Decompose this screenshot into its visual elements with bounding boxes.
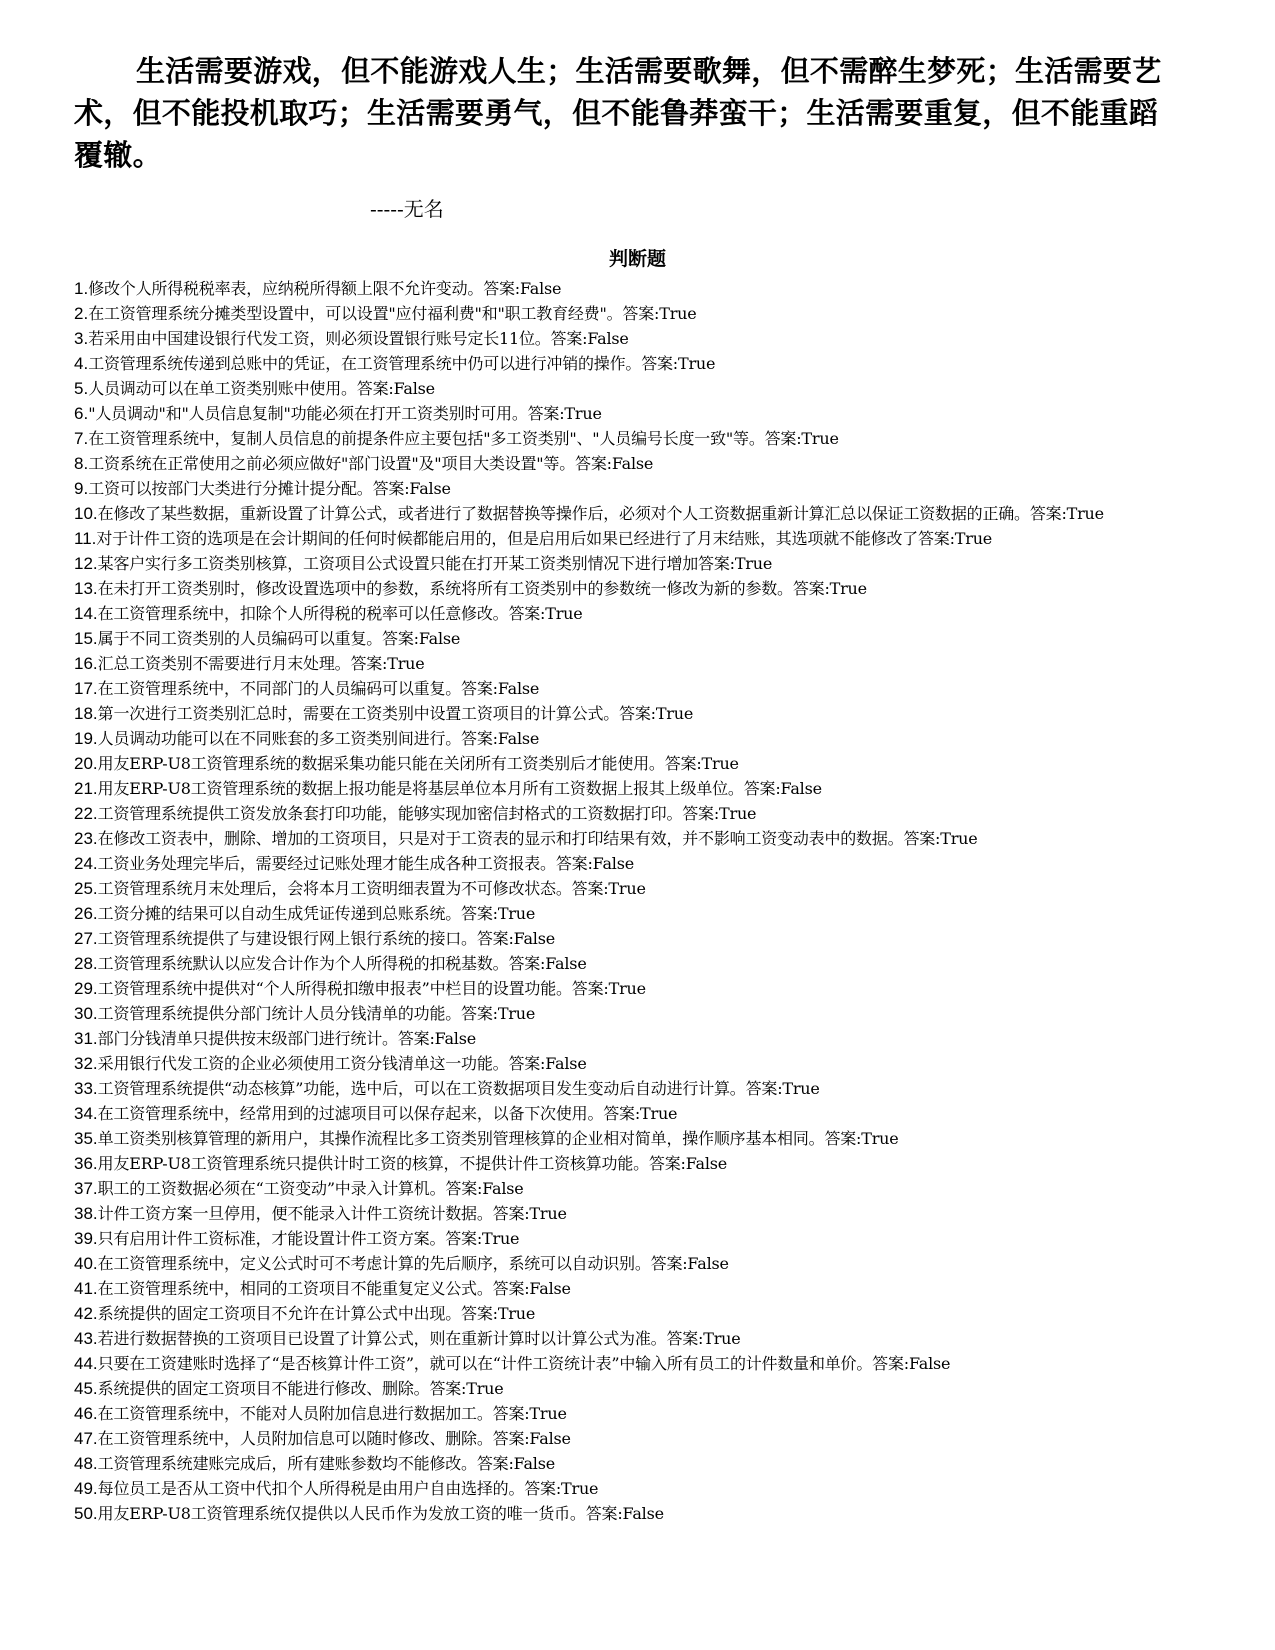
- question-number: 49.: [74, 1479, 98, 1498]
- question-number: 40.: [74, 1254, 98, 1273]
- question-text: 人员调动可以在单工资类别账中使用。答案:False: [88, 379, 435, 398]
- question-text: 在修改了某些数据，重新设置了计算公式，或者进行了数据替换等操作后，必须对个人工资数据重新计算汇总以保证工资数据的正确。答案:True: [97, 504, 1104, 523]
- question-text: 在工资管理系统中，人员附加信息可以随时修改、删除。答案:False: [97, 1429, 571, 1448]
- question-item: [74, 326, 1204, 351]
- question-text: 采用银行代发工资的企业必须使用工资分钱清单这一功能。答案:False: [97, 1054, 587, 1073]
- question-text: 用友ERP-U8工资管理系统只提供计时工资的核算，不提供计件工资核算功能。答案:False: [97, 1154, 728, 1173]
- question-number: 37.: [74, 1179, 98, 1198]
- question-item: [74, 826, 1204, 851]
- question-number: 47.: [74, 1429, 98, 1448]
- question-number: 22.: [74, 804, 98, 823]
- question-item: [74, 476, 1204, 501]
- question-number: 2.: [74, 304, 89, 323]
- question-item: [74, 776, 1204, 801]
- question-text: 在修改工资表中，删除、增加的工资项目，只是对于工资表的显示和打印结果有效，并不影响工资变动表中的数据。答案:True: [97, 829, 978, 848]
- question-number: 45.: [74, 1379, 98, 1398]
- question-item: [74, 651, 1204, 676]
- question-text: 工资系统在正常使用之前必须应做好"部门设置"及"项目大类设置"等。答案:False: [88, 454, 654, 473]
- question-number: 42.: [74, 1304, 98, 1323]
- question-number: 8.: [74, 454, 89, 473]
- question-number: 50.: [74, 1504, 98, 1523]
- question-item: [74, 501, 1204, 526]
- question-item: [74, 676, 1204, 701]
- question-text: 汇总工资类别不需要进行月末处理。答案:True: [97, 654, 425, 673]
- question-text: 在工资管理系统中，不能对人员附加信息进行数据加工。答案:True: [97, 1404, 567, 1423]
- question-item: [74, 601, 1204, 626]
- question-text: 修改个人所得税税率表，应纳税所得额上限不允许变动。答案:False: [88, 279, 562, 298]
- question-number: 41.: [74, 1279, 98, 1298]
- question-text: 在工资管理系统中，扣除个人所得税的税率可以任意修改。答案:True: [97, 604, 583, 623]
- question-number: 16.: [74, 654, 98, 673]
- question-item: [74, 301, 1204, 326]
- question-item: [74, 451, 1204, 476]
- question-item: [74, 1276, 1204, 1301]
- question-text: 人员调动功能可以在不同账套的多工资类别间进行。答案:False: [97, 729, 540, 748]
- question-text: 在未打开工资类别时，修改设置选项中的参数，系统将所有工资类别中的参数统一修改为新的参数。答案:True: [97, 579, 867, 598]
- question-text: 用友ERP-U8工资管理系统的数据采集功能只能在关闭所有工资类别后才能使用。答案:True: [97, 754, 739, 773]
- question-number: 5.: [74, 379, 89, 398]
- question-item: [74, 1301, 1204, 1326]
- question-item: [74, 1351, 1204, 1376]
- question-text: 单工资类别核算管理的新用户，其操作流程比多工资类别管理核算的企业相对简单，操作顺序基本相同。答案:True: [97, 1129, 899, 1148]
- question-text: 职工的工资数据必须在“工资变动”中录入计算机。答案:False: [97, 1179, 524, 1198]
- question-text: 属于不同工资类别的人员编码可以重复。答案:False: [97, 629, 461, 648]
- question-item: [74, 551, 1204, 576]
- question-item: [74, 1501, 1204, 1526]
- question-item: [74, 1201, 1204, 1226]
- question-number: 33.: [74, 1079, 98, 1098]
- question-item: [74, 1451, 1204, 1476]
- quote-paragraph: 生活需要游戏，但不能游戏人生；生活需要歌舞，但不需醉生梦死；生活需要艺术，但不能投机取巧；生活需要勇气，但不能鲁莽蛮干；生活需要重复，但不能重蹈覆辙。: [74, 54, 1162, 172]
- question-item: [74, 1101, 1204, 1126]
- question-item: [74, 401, 1204, 426]
- question-item: [74, 1376, 1204, 1401]
- question-text: 工资管理系统月末处理后，会将本月工资明细表置为不可修改状态。答案:True: [97, 879, 646, 898]
- question-number: 3.: [74, 329, 89, 348]
- question-text: 用友ERP-U8工资管理系统的数据上报功能是将基层单位本月所有工资数据上报其上级单位。答案:False: [97, 779, 822, 798]
- question-item: [74, 351, 1204, 376]
- question-item: [74, 851, 1204, 876]
- question-number: 36.: [74, 1154, 98, 1173]
- question-number: 10.: [74, 504, 98, 523]
- question-number: 28.: [74, 954, 98, 973]
- question-number: 24.: [74, 854, 98, 873]
- question-text: 用友ERP-U8工资管理系统仅提供以人民币作为发放工资的唯一货币。答案:False: [97, 1504, 664, 1523]
- question-text: 在工资管理系统中，相同的工资项目不能重复定义公式。答案:False: [97, 1279, 571, 1298]
- question-number: 12.: [74, 554, 98, 573]
- question-number: 43.: [74, 1329, 98, 1348]
- question-number: 9.: [74, 479, 89, 498]
- question-item: [74, 1051, 1204, 1076]
- question-text: 若进行数据替换的工资项目已设置了计算公式，则在重新计算时以计算公式为准。答案:True: [97, 1329, 741, 1348]
- question-number: 32.: [74, 1054, 98, 1073]
- question-number: 35.: [74, 1129, 98, 1148]
- question-item: [74, 1476, 1204, 1501]
- question-text: 在工资管理系统中，经常用到的过滤项目可以保存起来，以备下次使用。答案:True: [97, 1104, 678, 1123]
- question-number: 4.: [74, 354, 89, 373]
- question-item: [74, 701, 1204, 726]
- question-number: 31.: [74, 1029, 98, 1048]
- quote-author: -----无名: [370, 197, 444, 221]
- question-text: 工资管理系统提供“动态核算”功能，选中后，可以在工资数据项目发生变动后自动进行计算。答案:True: [97, 1079, 820, 1098]
- question-item: [74, 376, 1204, 401]
- question-text: 工资管理系统提供了与建设银行网上银行系统的接口。答案:False: [97, 929, 555, 948]
- question-item: [74, 426, 1204, 451]
- question-number: 13.: [74, 579, 98, 598]
- question-item: [74, 1251, 1204, 1276]
- question-number: 39.: [74, 1229, 98, 1248]
- question-number: 30.: [74, 1004, 98, 1023]
- question-text: 第一次进行工资类别汇总时，需要在工资类别中设置工资项目的计算公式。答案:True: [97, 704, 694, 723]
- question-item: [74, 751, 1204, 776]
- question-number: 20.: [74, 754, 98, 773]
- question-item: [74, 1176, 1204, 1201]
- question-text: 在工资管理系统中，不同部门的人员编码可以重复。答案:False: [97, 679, 540, 698]
- question-text: 系统提供的固定工资项目不能进行修改、删除。答案:True: [97, 1379, 504, 1398]
- question-text: 工资管理系统默认以应发合计作为个人所得税的扣税基数。答案:False: [97, 954, 587, 973]
- question-number: 21.: [74, 779, 98, 798]
- question-number: 17.: [74, 679, 98, 698]
- question-text: 在工资管理系统中，复制人员信息的前提条件应主要包括"多工资类别"、"人员编号长度一致"等。答案:True: [88, 429, 839, 448]
- question-item: [74, 1151, 1204, 1176]
- question-text: 只要在工资建账时选择了“是否核算计件工资”，就可以在“计件工资统计表”中输入所有员工的计件数量和单价。答案:False: [97, 1354, 951, 1373]
- question-text: 工资管理系统提供分部门统计人员分钱清单的功能。答案:True: [97, 1004, 536, 1023]
- question-item: [74, 926, 1204, 951]
- question-text: 只有启用计件工资标准，才能设置计件工资方案。答案:True: [97, 1229, 520, 1248]
- question-item: [74, 1401, 1204, 1426]
- question-text: 工资管理系统提供工资发放条套打印功能，能够实现加密信封格式的工资数据打印。答案:True: [97, 804, 757, 823]
- question-number: 23.: [74, 829, 98, 848]
- question-item: [74, 1126, 1204, 1151]
- question-number: 15.: [74, 629, 98, 648]
- question-number: 34.: [74, 1104, 98, 1123]
- question-number: 26.: [74, 904, 98, 923]
- question-number: 19.: [74, 729, 98, 748]
- question-text: 某客户实行多工资类别核算，工资项目公式设置只能在打开某工资类别情况下进行增加答案:True: [97, 554, 773, 573]
- question-number: 11.: [74, 529, 97, 548]
- question-item: [74, 526, 1204, 551]
- question-number: 27.: [74, 929, 98, 948]
- question-item: [74, 1026, 1204, 1051]
- question-number: 44.: [74, 1354, 98, 1373]
- question-item: [74, 1226, 1204, 1251]
- question-number: 46.: [74, 1404, 98, 1423]
- question-item: [74, 801, 1204, 826]
- question-text: 在工资管理系统中，定义公式时可不考虑计算的先后顺序，系统可以自动识别。答案:False: [97, 1254, 729, 1273]
- question-item: [74, 976, 1204, 1001]
- question-text: 工资可以按部门大类进行分摊计提分配。答案:False: [88, 479, 451, 498]
- question-text: 工资分摊的结果可以自动生成凭证传递到总账系统。答案:True: [97, 904, 536, 923]
- question-text: 系统提供的固定工资项目不允许在计算公式中出现。答案:True: [97, 1304, 536, 1323]
- question-text: 工资管理系统中提供对“个人所得税扣缴申报表”中栏目的设置功能。答案:True: [97, 979, 646, 998]
- question-item: [74, 576, 1204, 601]
- question-item: [74, 1076, 1204, 1101]
- section-title: 判断题: [608, 248, 666, 270]
- question-text: 工资管理系统建账完成后，所有建账参数均不能修改。答案:False: [97, 1454, 555, 1473]
- question-item: [74, 901, 1204, 926]
- question-number: 25.: [74, 879, 98, 898]
- question-text: 部门分钱清单只提供按末级部门进行统计。答案:False: [97, 1029, 476, 1048]
- question-text: 每位员工是否从工资中代扣个人所得税是由用户自由选择的。答案:True: [97, 1479, 599, 1498]
- question-text: 工资业务处理完毕后，需要经过记账处理才能生成各种工资报表。答案:False: [97, 854, 634, 873]
- question-item: [74, 1001, 1204, 1026]
- question-text: 在工资管理系统分摊类型设置中，可以设置"应付福利费"和"职工教育经费"。答案:True: [88, 304, 697, 323]
- question-item: [74, 876, 1204, 901]
- question-list: [74, 276, 1204, 1526]
- question-item: [74, 1326, 1204, 1351]
- question-number: 7.: [74, 429, 89, 448]
- question-text: 若采用由中国建设银行代发工资，则必须设置银行账号定长11位。答案:False: [88, 329, 629, 348]
- question-number: 1.: [74, 279, 89, 298]
- question-number: 6.: [74, 404, 89, 423]
- question-text: 计件工资方案一旦停用，便不能录入计件工资统计数据。答案:True: [97, 1204, 567, 1223]
- question-item: [74, 951, 1204, 976]
- question-number: 48.: [74, 1454, 98, 1473]
- question-number: 29.: [74, 979, 98, 998]
- question-number: 18.: [74, 704, 98, 723]
- question-number: 14.: [74, 604, 98, 623]
- question-item: [74, 276, 1204, 301]
- question-item: [74, 726, 1204, 751]
- question-number: 38.: [74, 1204, 98, 1223]
- question-item: [74, 626, 1204, 651]
- question-text: 对于计件工资的选项是在会计期间的任何时候都能启用的，但是启用后如果已经进行了月末结账，其选项就不能修改了答案:True: [96, 529, 993, 548]
- question-item: [74, 1426, 1204, 1451]
- question-text: 工资管理系统传递到总账中的凭证，在工资管理系统中仍可以进行冲销的操作。答案:True: [88, 354, 716, 373]
- question-text: "人员调动"和"人员信息复制"功能必须在打开工资类别时可用。答案:True: [88, 404, 602, 423]
